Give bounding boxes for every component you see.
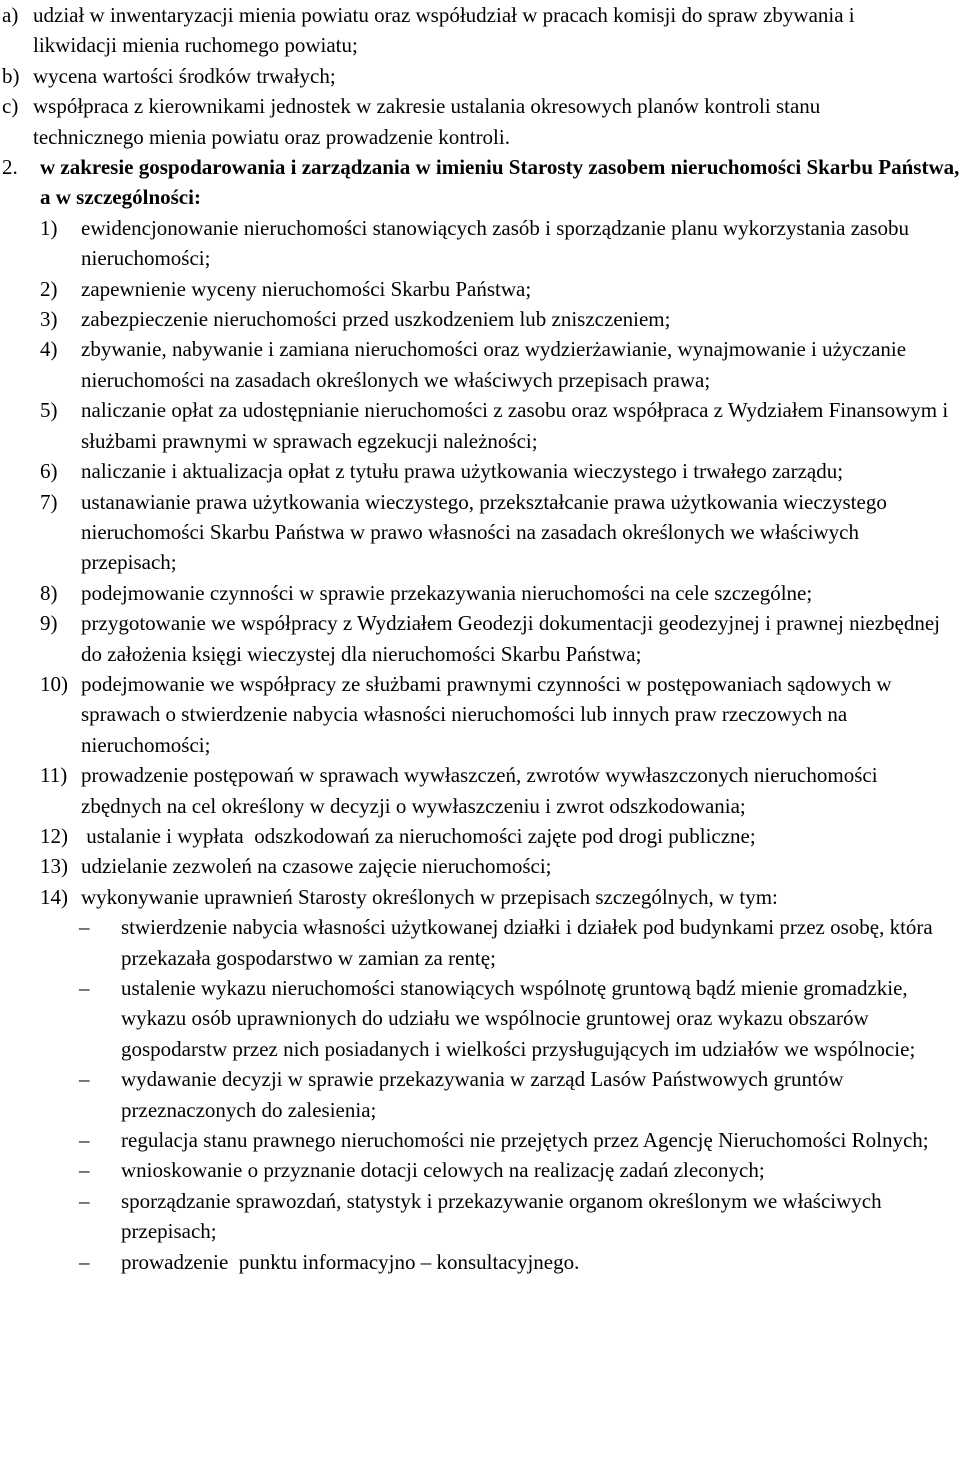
item-label: b) [2, 63, 20, 88]
item-text: wykonywanie uprawnień Starosty określonych w przepisach szczególnych, w tym: [81, 884, 778, 909]
list-item [38, 578, 960, 608]
section-heading [0, 152, 960, 213]
list-item [38, 760, 960, 821]
dash-bullet: – [79, 1158, 90, 1183]
list-item [77, 912, 960, 973]
dash-bullet: – [79, 1067, 90, 1092]
item-label: 10) [40, 671, 68, 696]
lettered-list [2, 0, 960, 152]
item-text: udział w inwentaryzacji mienia powiatu oraz współudział w pracach komisji do spraw zbywania i likwidacji mienia ruchomego powiatu; [33, 3, 855, 58]
item-text: zbywanie, nabywanie i zamiana nieruchomości oraz wydzierżawianie, wynajmowanie i użyczanie nieruchomości na zasadach określonych we właściwych przepisach prawa; [81, 337, 907, 392]
item-text: ustalenie wykazu nieruchomości stanowiących wspólnotę gruntową bądź mienie gromadzkie, wykazu osób uprawnionych do udziału we wspólnocie gruntowej oraz wykazu obszarów gospodarstw przez nich posiadanych i wielkości przysługujących im udziałów we wspólnocie; [121, 976, 916, 1061]
item-label: a) [2, 3, 19, 27]
item-label: 7) [40, 489, 58, 514]
list-item [38, 882, 960, 912]
item-text: zapewnienie wyceny nieruchomości Skarbu Państwa; [81, 276, 532, 301]
item-text: ewidencjonowanie nieruchomości stanowiących zasób i sporządzanie planu wykorzystania zasobu nieruchomości; [81, 215, 910, 271]
item-label: 5) [40, 398, 58, 423]
item-text: zabezpieczenie nieruchomości przed uszkodzeniem lub zniszczeniem; [81, 307, 671, 332]
item-label: 14) [40, 884, 68, 909]
item-text: prowadzenie postępowań w sprawach wywłaszczeń, zwrotów wywłaszczonych nieruchomości zbędnych na cel określony w decyzji o wywłaszczeniu i zwrot odszkodowania; [81, 763, 878, 818]
list-item [38, 487, 960, 578]
list-item [38, 334, 960, 395]
item-label: 6) [40, 459, 58, 484]
item-text: prowadzenie punktu informacyjno – konsultacyjnego. [121, 1249, 580, 1274]
item-label: 9) [40, 611, 58, 636]
list-item [38, 608, 960, 669]
list-item [38, 274, 960, 304]
dash-bullet: – [79, 1188, 90, 1213]
item-text: regulacja stanu prawnego nieruchomości nie przejętych przez Agencję Nieruchomości Rolnych; [121, 1128, 929, 1153]
item-text: podejmowanie czynności w sprawie przekazywania nieruchomości na cele szczególne; [81, 580, 813, 605]
list-item [77, 1064, 960, 1125]
item-label: 2) [40, 276, 58, 301]
item-label: 11) [40, 763, 68, 788]
item-label: 4) [40, 337, 58, 362]
item-text: wnioskowanie o przyznanie dotacji celowych na realizację zadań zleconych; [121, 1158, 765, 1183]
item-label: 1) [40, 215, 58, 240]
list-item [38, 821, 960, 851]
numbered-list [38, 213, 960, 912]
item-text: ustanawianie prawa użytkowania wieczystego, przekształcanie prawa użytkowania wieczystego nieruchomości Skarbu Państwa w prawo własności na zasadach określonych we właściwych przepisach; [81, 489, 887, 575]
dash-list [77, 912, 960, 1277]
item-text: wycena wartości środków trwałych; [33, 63, 336, 88]
item-label: c) [2, 94, 19, 119]
list-item [38, 213, 960, 274]
list-item [2, 61, 960, 91]
item-label: 8) [40, 580, 58, 605]
item-label: 3) [40, 307, 58, 332]
list-item [77, 1155, 960, 1185]
item-text: podejmowanie we współpracy ze służbami prawnymi czynności w postępowaniach sądowych w sprawach o stwierdzenie nabycia własności nieruchomości lub innych praw rzeczowych na nieruchomości; [81, 671, 892, 757]
list-item [2, 91, 960, 152]
item-text: udzielanie zezwoleń na czasowe zajęcie nieruchomości; [81, 854, 552, 879]
item-text: przygotowanie we współpracy z Wydziałem Geodezji dokumentacji geodezyjnej i prawnej niezbędnej do założenia księgi wieczystej dla nieruchomości Skarbu Państwa; [81, 611, 941, 666]
item-text: stwierdzenie nabycia własności użytkowanej działki i działek pod budynkami przez osobę, która przekazała gospodarstwo w zamian za rentę; [121, 915, 933, 970]
dash-bullet: – [79, 915, 90, 940]
list-item [38, 851, 960, 881]
list-item [38, 304, 960, 334]
list-item [38, 456, 960, 486]
list-item [38, 669, 960, 760]
item-text: sporządzanie sprawozdań, statystyk i przekazywanie organom określonym we właściwych przepisach; [121, 1188, 882, 1244]
list-item [77, 1247, 960, 1277]
item-text: wydawanie decyzji w sprawie przekazywania w zarząd Lasów Państwowych gruntów przeznaczonych do zalesienia; [121, 1067, 844, 1122]
section-heading-text: w zakresie gospodarowania i zarządzania w imieniu Starosty zasobem nieruchomości Skarbu Państwa, a w szczególności: [40, 155, 960, 210]
section-2 [0, 152, 960, 1277]
section-number: 2. [2, 155, 18, 180]
item-text: naliczanie opłat za udostępnianie nieruchomości z zasobu oraz współpraca z Wydziałem Finansowym i służbami prawnymi w sprawach egzekucji należności; [81, 398, 949, 453]
list-item [77, 1186, 960, 1247]
item-label: 13) [40, 854, 68, 879]
list-item [38, 395, 960, 456]
item-label: 12) [40, 823, 68, 848]
item-text: ustalanie i wypłata odszkodowań za nieruchomości zajęte pod drogi publiczne; [81, 823, 756, 848]
list-item [2, 0, 960, 61]
item-text: współpraca z kierownikami jednostek w zakresie ustalania okresowych planów kontroli stanu technicznego mienia powiatu oraz prowadzenie kontroli. [33, 94, 821, 149]
item-text: naliczanie i aktualizacja opłat z tytułu prawa użytkowania wieczystego i trwałego zarządu; [81, 459, 844, 484]
list-item [77, 973, 960, 1064]
dash-bullet: – [79, 1128, 90, 1153]
dash-bullet: – [79, 1249, 90, 1274]
list-item [77, 1125, 960, 1155]
dash-bullet: – [79, 976, 90, 1000]
